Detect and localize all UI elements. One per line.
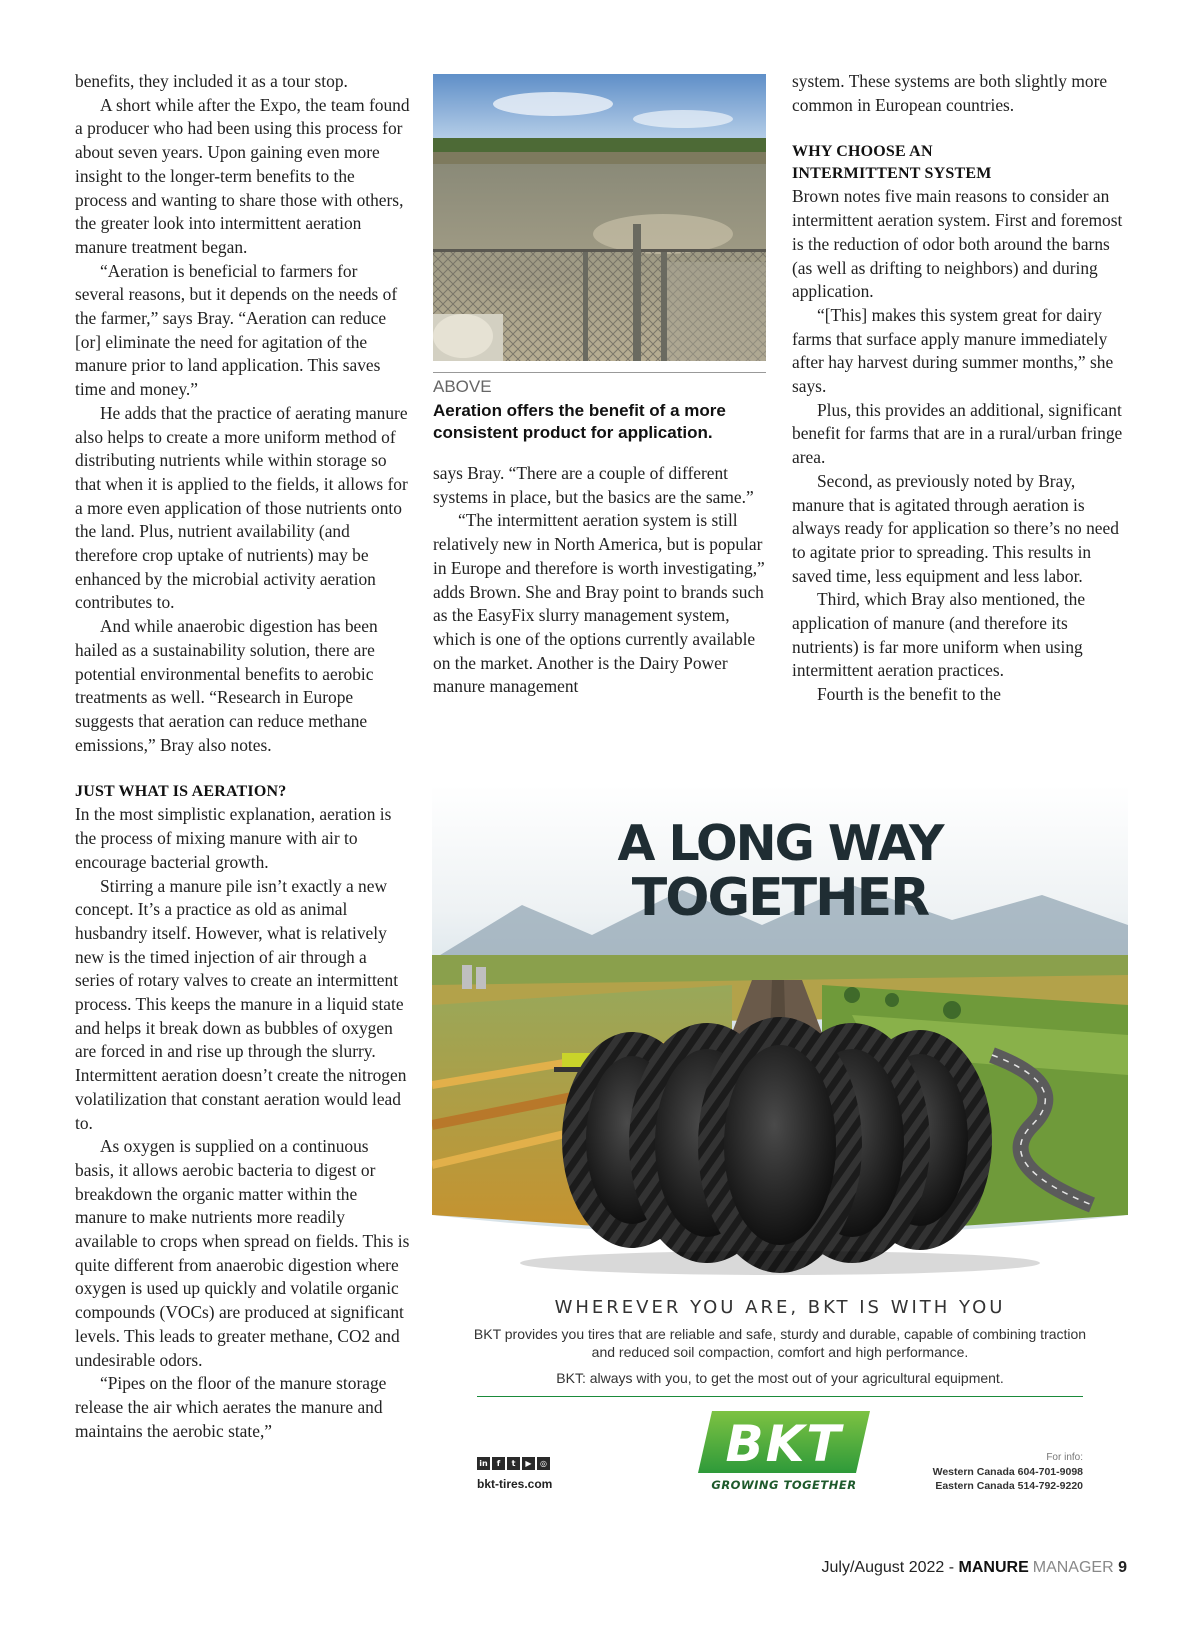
article-column-3	[792, 70, 1129, 707]
bkt-logo	[694, 1407, 874, 1477]
paragraph: says Bray. “There are a couple of different systems in place, but the basics are the same.”	[433, 463, 754, 507]
paragraph: A short while after the Expo, the team found a producer who had been using this process for about seven years. Upon gaining even more insight to the longer-term benefits to the process and wanting to share those with others, the greater look into intermittent aeration manure treatment began.	[75, 94, 410, 257]
social-icons	[477, 1457, 550, 1470]
magazine-name-part-1: MANURE	[958, 1559, 1029, 1576]
ad-headline	[432, 815, 1128, 928]
paragraph: Third, which Bray also mentioned, the application of manure (and therefore its nutrients) is far more uniform when using intermittent aeration practices.	[792, 589, 1086, 681]
page-footer	[822, 1559, 1127, 1577]
western-canada-phone: Western Canada 604-701-9098	[932, 1466, 1083, 1478]
facebook-icon[interactable]: f	[492, 1457, 505, 1470]
caption-rule	[433, 372, 766, 373]
caption-label: ABOVE	[433, 377, 492, 396]
bkt-advertisement[interactable]	[432, 785, 1128, 1503]
ad-body-text: BKT provides you tires that are reliable and safe, sturdy and durable, capable of combining traction and reduced soil compaction, comfort and high performance.	[473, 1326, 1087, 1360]
website-link[interactable]: bkt-tires.com	[477, 1477, 553, 1491]
section-heading: JUST WHAT IS AERATION?	[75, 783, 287, 801]
paragraph: “The intermittent aeration system is still relatively new in North America, but is popular in Europe and therefore is worth investigating,” adds Brown. She and Bray point to brands such as the EasyFix slurry management system, which is one of the options currently available on the market. Another is the Dairy Power manure management	[433, 510, 765, 697]
ad-divider	[477, 1396, 1083, 1397]
info-label: For info:	[1046, 1452, 1083, 1463]
paragraph: Brown notes five main reasons to consider an intermittent aeration system. First and foremost is the reduction of odor both around the barns (as well as drifting to neighbors) and during application.	[792, 186, 1123, 302]
issue-date: July/August 2022 -	[821, 1559, 955, 1576]
paragraph: As oxygen is supplied on a continuous basis, it allows aerobic bacteria to digest or breakdown the organic matter within the manure to make nutrients more readily available to crops when spread on fields. This is quite different from anaerobic digestion where oxygen is used up quickly and volatile organic compounds (VOCs) are produced at significant levels. This leads to greater methane, CO2 and undesirable odors.	[75, 1136, 410, 1370]
paragraph: Stirring a manure pile isn’t exactly a new concept. It’s a practice as old as animal husbandry itself. However, what is relatively new is the timed injection of air through a series of rotary valves to create an intermittent process. This keeps the manure in a liquid state and helps it break down as bubbles of oxygen are forced in and rise up through the slurry. Intermittent aeration doesn’t create the nitrogen volatilization that constant aeration would lead to.	[75, 875, 407, 1133]
paragraph: system. These systems are both slightly more common in European countries.	[792, 71, 1108, 115]
article-column-1	[75, 70, 410, 1443]
magazine-name-part-2: MANAGER	[1032, 1559, 1114, 1576]
ad-tagline: WHEREVER YOU ARE, BKT IS WITH YOU	[554, 1297, 1006, 1318]
paragraph: benefits, they included it as a tour stop.	[75, 71, 348, 91]
page-number: 9	[1118, 1559, 1127, 1576]
ad-subline: BKT: always with you, to get the most out of your agricultural equipment.	[556, 1370, 1004, 1386]
bkt-slogan: GROWING TOGETHER	[711, 1478, 857, 1492]
linkedin-icon[interactable]: in	[477, 1457, 490, 1470]
paragraph: And while anaerobic digestion has been hailed as a sustainability solution, there are potential environmental benefits to aerobic treatments as well. “Research in Europe suggests that aeration can reduce methane emissions,” Bray also notes.	[75, 616, 378, 755]
section-heading: WHY CHOOSE AN INTERMITTENT SYSTEM	[792, 143, 992, 183]
contact-info	[933, 1451, 1083, 1493]
paragraph: Plus, this provides an additional, significant benefit for farms that are in a rural/urban fringe area.	[792, 399, 1123, 468]
ad-headline-line-1: A LONG WAY	[617, 815, 943, 872]
paragraph: He adds that the practice of aerating manure also helps to create a more uniform method of distributing nutrients while within storage so that when it is applied to the fields, it allows for a more even application of those nutrients onto the land. Plus, nutrient availability (and therefore crop uptake of nutrients) may be enhanced by the microbial activity aeration contributes to.	[75, 402, 408, 613]
twitter-icon[interactable]: t	[507, 1457, 520, 1470]
article-column-2	[433, 462, 766, 699]
paragraph: Fourth is the benefit to the	[817, 684, 1002, 705]
instagram-icon[interactable]: ◎	[537, 1457, 550, 1470]
paragraph: In the most simplistic explanation, aeration is the process of mixing manure with air to encourage bacterial growth.	[75, 804, 392, 872]
paragraph: “[This] makes this system great for dairy farms that surface apply manure immediately after hay harvest during summer months,” she says.	[792, 304, 1114, 397]
paragraph: “Pipes on the floor of the manure storage release the air which aerates the manure and maintains the aerobic state,”	[75, 1373, 387, 1441]
youtube-icon[interactable]: ▶	[522, 1457, 535, 1470]
lagoon-photo	[433, 74, 766, 361]
photo-caption: Aeration offers the benefit of a more consistent product for application.	[433, 401, 726, 442]
eastern-canada-phone: Eastern Canada 514-792-9220	[935, 1480, 1083, 1492]
paragraph: “Aeration is beneficial to farmers for several reasons, but it depends on the needs of the farmer,” says Bray. “Aeration can reduce [or] eliminate the need for agitation of the manure prior to land application. This saves time and money.”	[75, 260, 398, 400]
paragraph: Second, as previously noted by Bray, manure that is agitated through aeration is always ready for application so there’s no need to agitate prior to spreading. This results in saved time, less equipment and less labor.	[792, 470, 1119, 586]
bkt-logo-letters: BKT	[725, 1415, 843, 1473]
ad-headline-line-2: TOGETHER	[631, 868, 929, 928]
